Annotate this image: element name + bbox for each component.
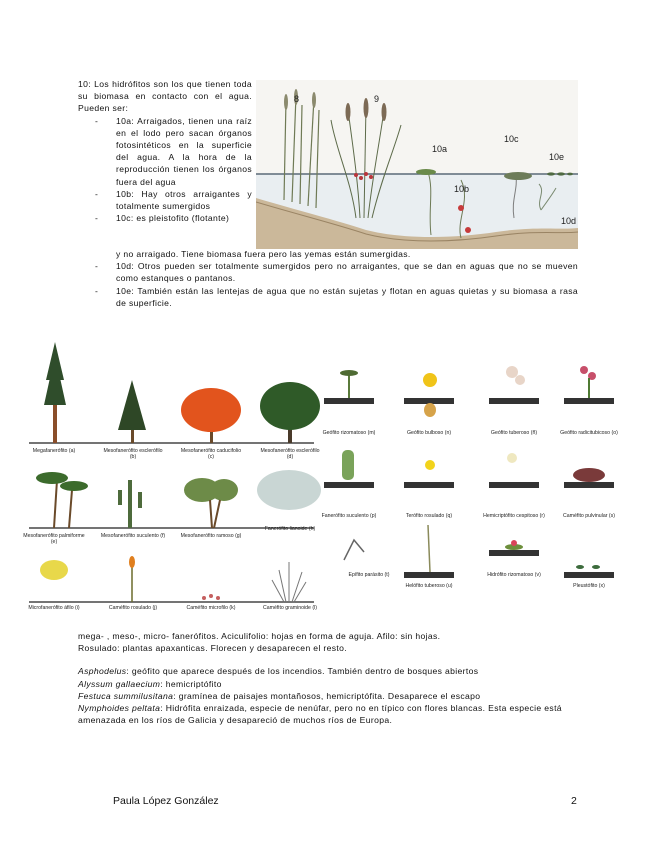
list-item: - 10a: Arraigados, tienen una raíz en el lodo pero sacan órganos fotosintéticos en la superficie del agua. A la hora de la reproducción tienen los órganos fuera del agua xyxy=(78,115,252,188)
figure-label: Geófito rizomatoso (m) xyxy=(322,430,376,436)
page-number: 2 xyxy=(571,795,577,807)
species-text: : gramínea de paisajes montañosos, hemicriptófita. Desaparece el escapo xyxy=(173,690,481,701)
intro-paragraph: 10: Los hidrófitos son los que tienen toda su biomasa en contacto con el agua. Pueden ser: xyxy=(78,79,252,114)
species-entry xyxy=(78,665,583,677)
figure-label: 10e xyxy=(549,152,565,162)
figure-label: Caméfito graminoide (l) xyxy=(263,605,317,611)
notes-line: Rosulado: plantas apaxanticas. Florecen y desaparecen el resto. xyxy=(78,643,348,654)
species-name: Asphodelus xyxy=(78,666,127,677)
figure-label: 10c xyxy=(504,134,519,144)
figure-label: 10d xyxy=(561,216,577,226)
continuation-line: y no arraigado. Tiene biomasa fuera pero las yemas están sumergidas. xyxy=(116,249,411,259)
species-name: Festuca summilusitana xyxy=(78,690,174,701)
species-entry xyxy=(78,702,583,726)
list-item: - 10b: Hay otros arraigantes y totalmente sumergidos xyxy=(78,188,252,212)
intro-block xyxy=(78,78,252,224)
figure-label: Megafanerófito (a) xyxy=(32,448,76,454)
figure-label: Caméfito microfilo (k) xyxy=(186,605,236,611)
species-text: : geófito que aparece después de los incendios. También dentro de bosques abiertos xyxy=(126,666,479,677)
figure-label: 8 xyxy=(294,94,300,104)
list-item: - 10d: Otros pueden ser totalmente sumergidos pero no arraigantes, que se dan en aguas que no se mueven como estanques o pantanos. xyxy=(78,260,578,284)
species-entry xyxy=(78,678,583,690)
figure-label: Mesofanerófito esclerófilo (d) xyxy=(260,448,320,460)
figure-label: Epífito parásito (t) xyxy=(348,572,390,578)
species-text: : hemicriptófito xyxy=(160,678,222,689)
figure-label: Terófito rosulado (q) xyxy=(405,513,453,519)
continuation-block xyxy=(78,248,578,309)
figure-label: Mesofanerófito esclerófilo (b) xyxy=(103,448,163,460)
species-name: Alyssum gallaecium xyxy=(78,678,161,689)
list-item: - 10e: También están las lentejas de agua que no están sujetas y flotan en aguas quietas y su biomasa a rasa de superficie. xyxy=(78,285,578,309)
continuation-list xyxy=(78,260,578,309)
figure-label: Fanerófito suculento (p) xyxy=(321,513,377,519)
figure-label: Hidrófito rizomatoso (v) xyxy=(487,572,541,578)
footer-author: Paula López González xyxy=(113,795,219,807)
figure-label: Mesofanerófito ramoso (g) xyxy=(180,533,242,539)
figure-label: Geófito radicitubicoso (o) xyxy=(560,430,618,436)
species-name: Nymphoides peltata xyxy=(78,703,161,714)
figure-label: Mesofanerófito caducifolio (c) xyxy=(180,448,242,460)
species-text: : Hidrófita enraizada, especie de nenúfar, pero no en típico con flores blancas. Esta especie está amenazada en los ríos de Galicia y desapareció de muchos ríos de Europa. xyxy=(78,703,562,726)
figure-label: Geófito tuberoso (ñ) xyxy=(490,430,538,436)
figure-label: 9 xyxy=(374,94,380,104)
figure-label: Mesofanerófito palmiforme (e) xyxy=(23,533,85,545)
notes-block xyxy=(78,630,583,726)
list-item: - 10c: es pleistofito (flotante) xyxy=(78,212,252,224)
figure-label: Pleustófito (x) xyxy=(573,583,605,589)
hydrophyte-illustration xyxy=(256,80,578,249)
figure-label: Hemicriptófito cespitoso (r) xyxy=(483,513,545,519)
figure-label: Geófito bulboso (n) xyxy=(406,430,452,436)
figure-label: Helófito tuberoso (u) xyxy=(405,583,453,589)
notes-line: mega- , meso-, micro- fanerófitos. Aciculifolio: hojas en forma de aguja. Afilo: sin hojas. xyxy=(78,631,441,641)
life-forms-illustration xyxy=(24,340,629,615)
figure-label: 10a xyxy=(432,144,448,154)
figure-label: Fanerófito lianoide (h) xyxy=(264,526,316,532)
figure-label: Microfanerófito áfilo (i) xyxy=(28,605,80,611)
figure-label: Mesofanerófito suculento (f) xyxy=(100,533,166,539)
species-entry xyxy=(78,690,583,702)
figure-label: Caméfito pulvinular (s) xyxy=(563,513,615,519)
figure-label: Caméfito rosulado (j) xyxy=(108,605,158,611)
figure-label: 10b xyxy=(454,184,470,194)
intro-list xyxy=(78,115,252,225)
